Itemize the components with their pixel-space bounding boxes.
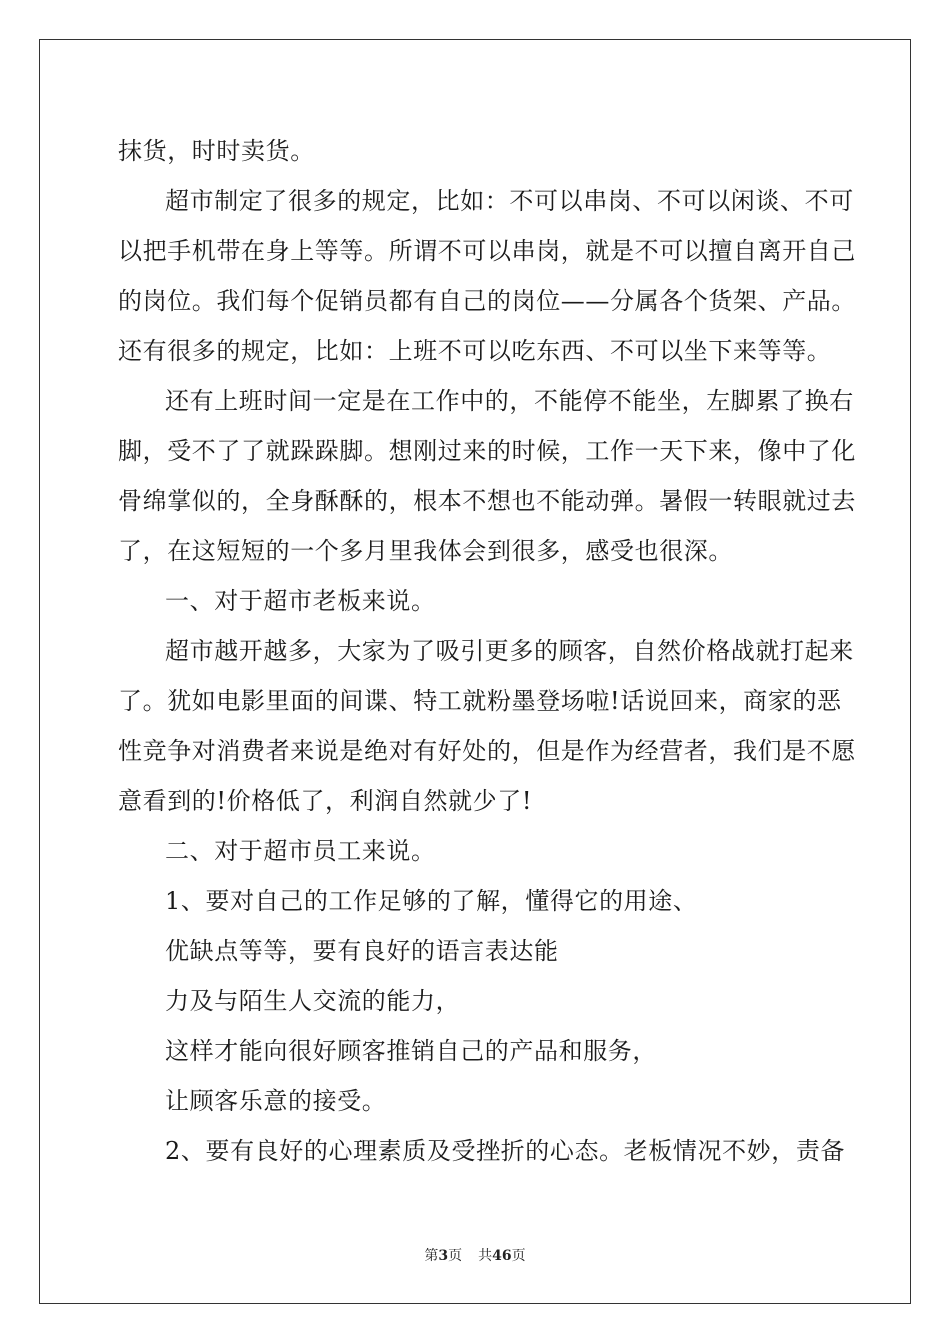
text-line: 让顾客乐意的接受。 [165,1087,387,1115]
text-line: 的岗位。我们每个促销员都有自己的岗位——分属各个货架、产品。 [118,287,856,315]
text-line: 1、要对自己的工作足够的了解，懂得它的用途、 [165,887,698,915]
total-prefix: 共 [478,1248,493,1264]
text-line: 2、要有良好的心理素质及受挫折的心态。老板情况不妙，责备 [165,1137,846,1165]
page-suffix: 页 [448,1248,463,1264]
text-line: 还有很多的规定，比如：上班不可以吃东西、不可以坐下来等等。 [118,337,832,365]
text-line: 骨绵掌似的，全身酥酥的，根本不想也不能动弹。暑假一转眼就过去 [118,487,856,515]
text-line: 这样才能向很好顾客推销自己的产品和服务， [165,1037,657,1065]
page-current: 3 [438,1248,449,1264]
text-line: 以把手机带在身上等等。所谓不可以串岗，就是不可以擅自离开自己 [118,237,856,265]
page-total: 46 [492,1248,512,1264]
text-line: 抹货，时时卖货。 [118,137,315,165]
text-line: 优缺点等等，要有良好的语言表达能 [165,937,559,965]
text-line: 了。犹如电影里面的间谍、特工就粉墨登场啦!话说回来，商家的恶 [118,687,842,715]
text-line: 脚，受不了了就跺跺脚。想刚过来的时候，工作一天下来，像中了化 [118,437,856,465]
page-prefix: 第 [424,1248,439,1264]
text-line: 超市制定了很多的规定，比如：不可以串岗、不可以闲谈、不可 [165,187,854,215]
section-heading: 二、对于超市员工来说。 [165,837,436,865]
text-line: 力及与陌生人交流的能力， [165,987,461,1015]
page-footer [0,1247,950,1265]
section-heading: 一、对于超市老板来说。 [165,587,436,615]
total-suffix: 页 [511,1248,526,1264]
text-line: 还有上班时间一定是在工作中的，不能停不能坐，左脚累了换右 [165,387,854,415]
text-line: 了，在这短短的一个多月里我体会到很多，感受也很深。 [118,537,733,565]
text-line: 性竞争对消费者来说是绝对有好处的，但是作为经营者，我们是不愿 [118,737,856,765]
text-line: 超市越开越多，大家为了吸引更多的顾客，自然价格战就打起来 [165,637,854,665]
text-line: 意看到的!价格低了，利润自然就少了! [118,787,533,815]
